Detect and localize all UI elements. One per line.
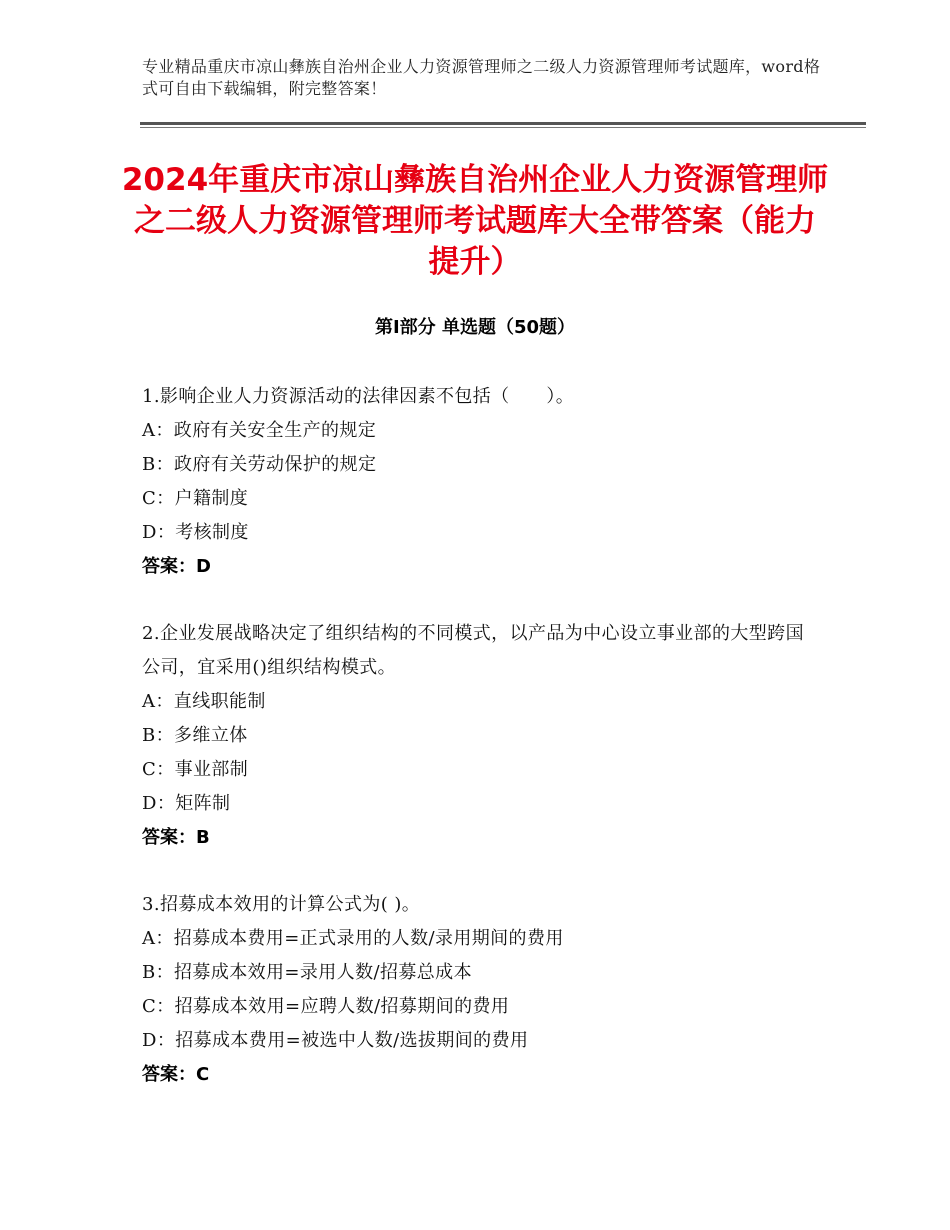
option-b: B：多维立体: [142, 725, 248, 746]
question-stem: 1.影响企业人力资源活动的法律因素不包括（ ）。: [142, 386, 575, 407]
header-rule-thick: [140, 122, 866, 125]
option-d: D：矩阵制: [142, 793, 231, 814]
question-stem: 2.企业发展战略决定了组织结构的不同模式，以产品为中心设立事业部的大型跨国公司，宜采用()组织结构模式。: [142, 623, 804, 678]
option-d: D：招募成本费用=被选中人数/选拔期间的费用: [142, 1030, 529, 1051]
question-stem: 3.招募成本效用的计算公式为( )。: [142, 894, 421, 915]
question-list: [142, 380, 822, 1125]
answer: 答案：C: [142, 1064, 210, 1085]
answer: 答案：D: [142, 556, 211, 577]
header-note: 专业精品重庆市凉山彝族自治州企业人力资源管理师之二级人力资源管理师考试题库，word格式可自由下载编辑，附完整答案！: [142, 57, 821, 98]
option-b: B：招募成本效用=录用人数/招募总成本: [142, 962, 472, 983]
header-rule-thin: [140, 127, 866, 128]
question-3: [142, 888, 822, 1092]
question-1: [142, 380, 822, 584]
option-d: D：考核制度: [142, 522, 249, 543]
option-a: A：政府有关安全生产的规定: [142, 420, 377, 441]
answer: 答案：B: [142, 827, 210, 848]
option-a: A：直线职能制: [142, 691, 266, 712]
option-c: C：事业部制: [142, 759, 249, 780]
option-c: C：户籍制度: [142, 488, 249, 509]
option-c: C：招募成本效用=应聘人数/招募期间的费用: [142, 996, 510, 1017]
question-2: [142, 617, 822, 855]
option-a: A：招募成本费用=正式录用的人数/录用期间的费用: [142, 928, 564, 949]
document-title: 2024年重庆市凉山彝族自治州企业人力资源管理师之二级人力资源管理师考试题库大全带答案（能力提升）: [121, 162, 829, 280]
option-b: B：政府有关劳动保护的规定: [142, 454, 377, 475]
section-title: 第Ⅰ部分 单选题（50题）: [374, 317, 575, 338]
